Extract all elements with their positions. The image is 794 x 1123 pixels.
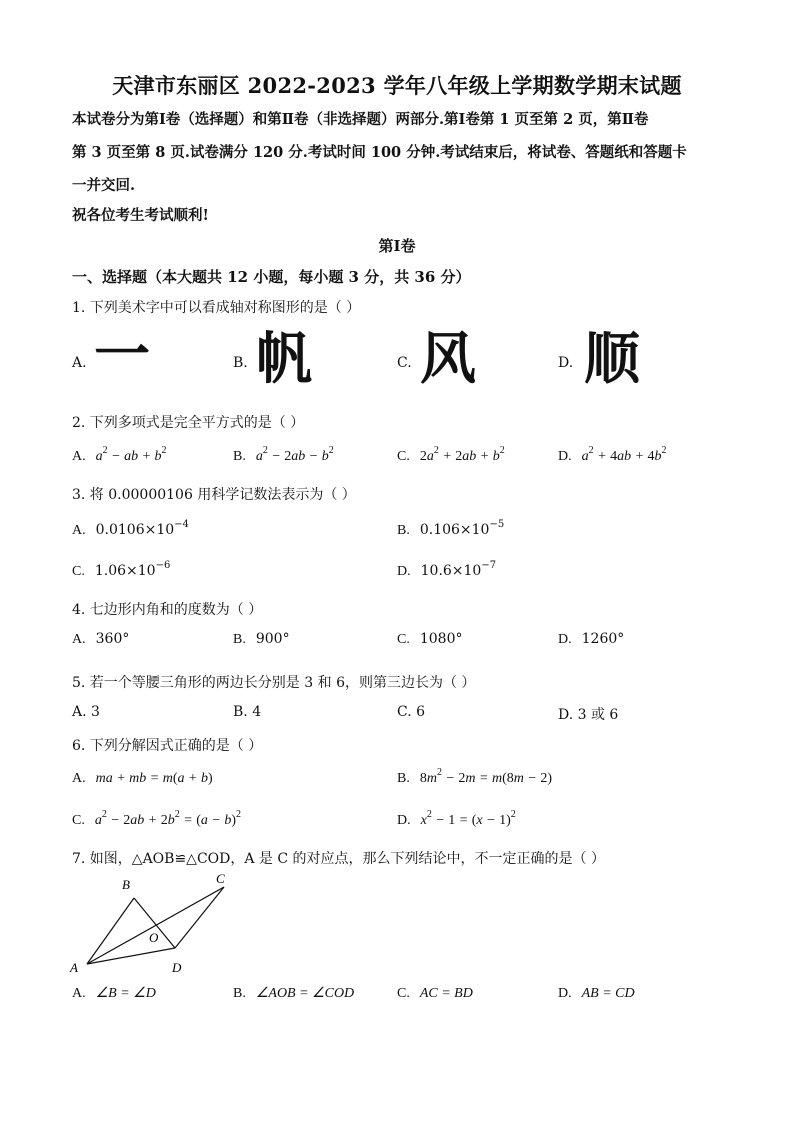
q2-option-d xyxy=(558,445,667,465)
q2-option-c-label: C. xyxy=(397,449,410,464)
q5-option-c: C. 6 xyxy=(397,704,426,720)
q3-option-a-mantissa: 0.0106×10 xyxy=(95,522,175,538)
q3-option-d xyxy=(397,560,497,580)
q1-option-d-label: D. xyxy=(558,355,574,371)
q7-option-b-value: ∠AOB = ∠COD xyxy=(255,986,355,1001)
q3-option-c-label: C. xyxy=(72,564,85,579)
paper-title: 天津市东丽区 2022-2023 学年八年级上学期数学期末试题 xyxy=(112,73,682,98)
q6-option-c-label: C. xyxy=(72,813,85,828)
q3-option-b xyxy=(397,519,505,539)
q5-option-b: B. 4 xyxy=(233,704,262,720)
segment-ab xyxy=(87,898,134,964)
q6-option-b xyxy=(397,767,552,787)
q3-stem: 3. 将 0.00000106 用科学记数法表示为（ ） xyxy=(72,487,356,503)
q1-stem: 1. 下列美术字中可以看成轴对称图形的是（ ） xyxy=(72,300,361,316)
q3-option-d-label: D. xyxy=(397,564,411,579)
q5-option-a: A. 3 xyxy=(72,704,100,720)
q3-option-d-exp: −7 xyxy=(481,560,497,571)
q3-option-d-mantissa: 10.6×10 xyxy=(420,563,482,579)
q1-option-a-glyph: 一 xyxy=(94,323,150,388)
q6-option-d-expr: $x^2 - 1 = (x - 1)^2$ xyxy=(420,809,516,828)
q2-option-c-expr: $2a^2 + 2ab + b^2$ xyxy=(419,445,505,464)
point-label-b: B xyxy=(122,877,130,892)
q6-option-d-label: D. xyxy=(397,813,411,828)
q6-option-b-label: B. xyxy=(397,771,410,786)
q4-option-b xyxy=(233,631,290,648)
q1-option-b-label: B. xyxy=(233,355,248,371)
q6-option-c xyxy=(72,809,241,829)
q7-figure xyxy=(66,868,246,980)
q2-option-b-label: B. xyxy=(233,449,246,464)
q1-option-c-glyph: 风 xyxy=(420,327,476,392)
q7-option-c xyxy=(397,985,473,1002)
q2-option-d-expr: $a^2 + 4ab + 4b^2$ xyxy=(581,445,667,464)
q5-option-d: D. 3 或 6 xyxy=(558,707,619,723)
q4-option-d-value: 1260° xyxy=(581,631,625,647)
q6-option-a-label: A. xyxy=(72,771,86,786)
q4-option-b-value: 900° xyxy=(255,631,290,647)
section-heading: 一、选择题（本大题共 12 小题，每小题 3 分，共 36 分） xyxy=(72,268,471,286)
q4-stem: 4. 七边形内角和的度数为（ ） xyxy=(72,602,263,618)
q5-stem: 5. 若一个等腰三角形的两边长分别是 3 和 6，则第三边长为（ ） xyxy=(72,675,476,691)
q6-option-d xyxy=(397,809,516,829)
q3-option-b-mantissa: 0.106×10 xyxy=(419,522,490,538)
q1-option-d-glyph: 顺 xyxy=(584,327,640,392)
q7-option-d-label: D. xyxy=(558,986,572,1001)
q1-option-b-glyph: 帆 xyxy=(256,327,312,392)
q1-option-a-label: A. xyxy=(72,355,87,371)
q2-option-d-label: D. xyxy=(558,449,572,464)
q6-stem: 6. 下列分解因式正确的是（ ） xyxy=(72,738,263,754)
q3-option-a-label: A. xyxy=(72,523,86,538)
q2-option-a-expr: $a^2$ − ab + $b^2$ xyxy=(95,445,167,464)
q3-option-b-exp: −5 xyxy=(489,519,505,530)
q7-option-b-label: B. xyxy=(233,986,246,1001)
q2-stem: 2. 下列多项式是完全平方式的是（ ） xyxy=(72,415,305,431)
q3-option-a xyxy=(72,519,189,539)
intro-line-3: 一并交回. xyxy=(72,177,136,194)
point-label-o: O xyxy=(149,930,159,945)
q4-option-a-label: A. xyxy=(72,632,86,647)
q7-option-b xyxy=(233,985,354,1002)
q4-option-a xyxy=(72,631,129,648)
intro-line-2: 第 3 页至第 8 页.试卷满分 120 分.考试时间 100 分钟.考试结束后，将试卷、答题纸和答题卡 xyxy=(72,144,687,161)
q4-option-b-label: B. xyxy=(233,632,246,647)
q2-option-b xyxy=(233,445,334,465)
q3-option-c-mantissa: 1.06×10 xyxy=(94,563,156,579)
q6-option-b-expr: $8m^2 - 2m = m(8m - 2)$ xyxy=(419,767,552,786)
q7-option-a xyxy=(72,985,156,1002)
point-label-d: D xyxy=(172,960,182,975)
q3-option-b-label: B. xyxy=(397,523,410,538)
q2-option-a xyxy=(72,445,167,465)
q2-option-a-label: A. xyxy=(72,449,86,464)
intro-line-1: 本试卷分为第Ⅰ卷（选择题）和第Ⅱ卷（非选择题）两部分.第Ⅰ卷第 1 页至第 2 页，第Ⅱ卷 xyxy=(72,111,649,128)
q7-option-a-value: ∠B = ∠D xyxy=(95,986,156,1001)
segment-cd xyxy=(175,887,224,948)
q2-option-b-expr: $a^2 - 2ab - b^2$ xyxy=(255,445,334,464)
q2-option-c xyxy=(397,445,505,465)
q6-option-a xyxy=(72,770,213,787)
q7-option-d-value: AB = CD xyxy=(581,986,635,1001)
q4-option-a-value: 360° xyxy=(95,631,130,647)
q4-option-d xyxy=(558,631,624,648)
point-label-a: A xyxy=(70,960,78,975)
q4-option-d-label: D. xyxy=(558,632,572,647)
q4-option-c xyxy=(397,631,462,648)
q4-option-c-label: C. xyxy=(397,632,410,647)
q7-option-c-value: AC = BD xyxy=(419,986,473,1001)
q7-option-a-label: A. xyxy=(72,986,86,1001)
q3-option-c-exp: −6 xyxy=(155,560,171,571)
q3-option-c xyxy=(72,560,171,580)
q6-option-c-expr: $a^2 - 2ab + 2b^2 = (a - b)^2$ xyxy=(94,809,241,828)
q1-option-c-label: C. xyxy=(397,355,412,371)
q6-option-a-expr: ma + mb = m(a + b) xyxy=(95,771,213,786)
segment-ac xyxy=(87,887,224,964)
q4-option-c-value: 1080° xyxy=(419,631,463,647)
section-title: 第Ⅰ卷 xyxy=(378,237,416,255)
q7-stem: 7. 如图，△AOB≌△COD，A 是 C 的对应点，那么下列结论中，不一定正确的是（ ） xyxy=(72,851,605,867)
q7-option-d xyxy=(558,985,635,1002)
point-label-c: C xyxy=(216,871,225,886)
q7-option-c-label: C. xyxy=(397,986,410,1001)
q3-option-a-exp: −4 xyxy=(174,519,189,530)
intro-wish: 祝各位考生考试顺利! xyxy=(72,207,209,224)
